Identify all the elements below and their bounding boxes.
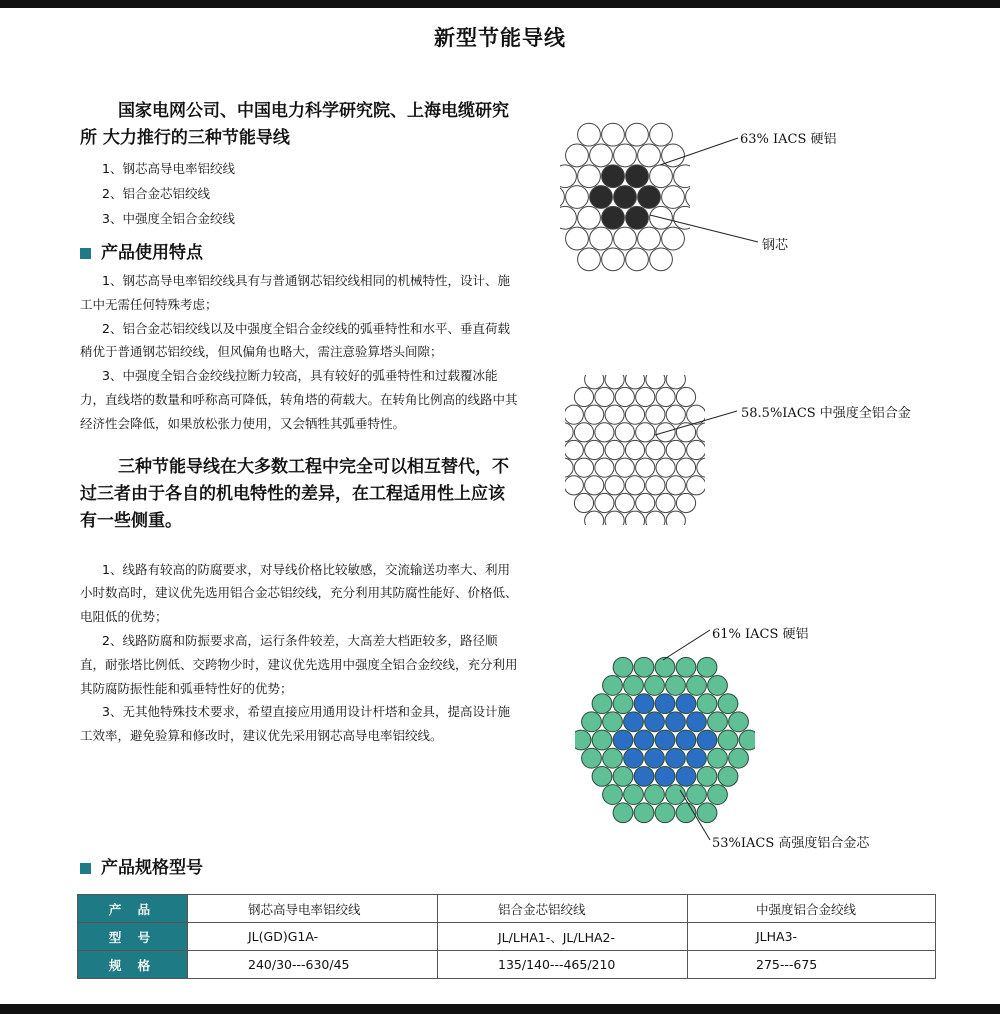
list-item: 2、铝合金芯铝绞线 bbox=[102, 186, 210, 201]
diagram3-core-label: 53%IACS 高强度铝合金芯 bbox=[712, 836, 870, 851]
text-column bbox=[80, 98, 520, 748]
conductor-list bbox=[80, 156, 520, 231]
table-cell: 钢芯高导电率铝绞线 bbox=[188, 895, 438, 923]
summary-paragraph: 1、线路有较高的防腐要求，对导线价格比较敏感，交流输送功率大、利用小时数高时，建议优先选用铝合金芯铝绞线，充分利用其防腐性能好、价格低、电阻低的优势； bbox=[80, 561, 518, 625]
table-cell: 240/30---630/45 bbox=[188, 951, 438, 979]
summary-paragraph: 2、线路防腐和防振要求高，运行条件较差，大高差大档距较多，路径顺直，耐张塔比例低、交跨物少时，建议优先选用中强度全铝合金绞线，充分利用其防腐防振性能和弧垂特性好的优势； bbox=[80, 632, 518, 696]
diagram2-label: 58.5%IACS 中强度全铝合金 bbox=[741, 406, 911, 421]
square-bullet-icon bbox=[80, 863, 91, 874]
table-cell: JLHA3- bbox=[688, 923, 936, 951]
table-row bbox=[78, 951, 936, 979]
list-item: 3、中强度全铝合金绞线 bbox=[102, 211, 235, 226]
row-label: 产 品 bbox=[78, 895, 188, 923]
table-cell: JL/LHA1-、JL/LHA2- bbox=[438, 923, 688, 951]
outer-strand bbox=[739, 730, 755, 750]
table-cell: 中强度铝合金绞线 bbox=[688, 895, 936, 923]
top-bar bbox=[0, 0, 1000, 8]
table-row bbox=[78, 895, 936, 923]
square-bullet-icon bbox=[80, 248, 91, 259]
row-label: 规 格 bbox=[78, 951, 188, 979]
table-row bbox=[78, 923, 936, 951]
row-label: 型 号 bbox=[78, 923, 188, 951]
summary-paragraphs bbox=[80, 558, 520, 748]
table-cell: 275---675 bbox=[688, 951, 936, 979]
bottom-bar bbox=[0, 1004, 1000, 1014]
feature-paragraph: 3、中强度全铝合金绞线拉断力较高，具有较好的弧垂特性和过载覆冰能力，直线塔的数量和呼称高可降低，转角塔的荷载大。在转角比例高的线路中其经济性会降低，如果放松张力使用，又会牺牲其弧垂特性。 bbox=[80, 368, 518, 431]
features-heading-text: 产品使用特点 bbox=[101, 243, 203, 263]
diagram2-leader-line bbox=[565, 375, 745, 525]
spec-table bbox=[77, 894, 936, 979]
spec-heading-text: 产品规格型号 bbox=[101, 858, 203, 878]
feature-paragraph: 2、铝合金芯铝绞线以及中强度全铝合金绞线的弧垂特性和水平、垂直荷载稍优于普通钢芯铝绞线，但风偏角也略大，需注意验算塔头间隙； bbox=[80, 320, 510, 360]
diagram1-core-label: 钢芯 bbox=[762, 238, 789, 253]
table-cell: 铝合金芯铝绞线 bbox=[438, 895, 688, 923]
summary-paragraph: 3、无其他特殊技术要求，希望直接应用通用设计杆塔和金具，提高设计施工效率，避免验算和修改时，建议优先采用钢芯高导电率铝绞线。 bbox=[80, 704, 510, 744]
features-paragraphs bbox=[80, 269, 520, 436]
diagram1-outer-label: 63% IACS 硬铝 bbox=[740, 132, 837, 147]
page-title: 新型节能导线 bbox=[434, 26, 566, 50]
spec-heading bbox=[80, 856, 203, 880]
table-cell: JL(GD)G1A- bbox=[188, 923, 438, 951]
feature-paragraph: 1、钢芯高导电率铝绞线具有与普通钢芯铝绞线相同的机械特性，设计、施工中无需任何特殊考虑； bbox=[80, 273, 510, 312]
diagram3-outer-label: 61% IACS 硬铝 bbox=[712, 627, 809, 642]
list-item: 1、钢芯高导电率铝绞线 bbox=[102, 161, 235, 176]
summary-lead: 三种节能导线在大多数工程中完全可以相互替代，不过三者由于各自的机电特性的差异，在工程适用性上应该有一些侧重。 bbox=[80, 456, 509, 531]
table-cell: 135/140---465/210 bbox=[438, 951, 688, 979]
diagram3-leader-lines bbox=[575, 620, 735, 850]
intro-lead: 国家电网公司、中国电力科学研究院、上海电缆研究所 大力推行的三种节能导线 bbox=[80, 101, 509, 148]
features-heading bbox=[80, 241, 520, 265]
